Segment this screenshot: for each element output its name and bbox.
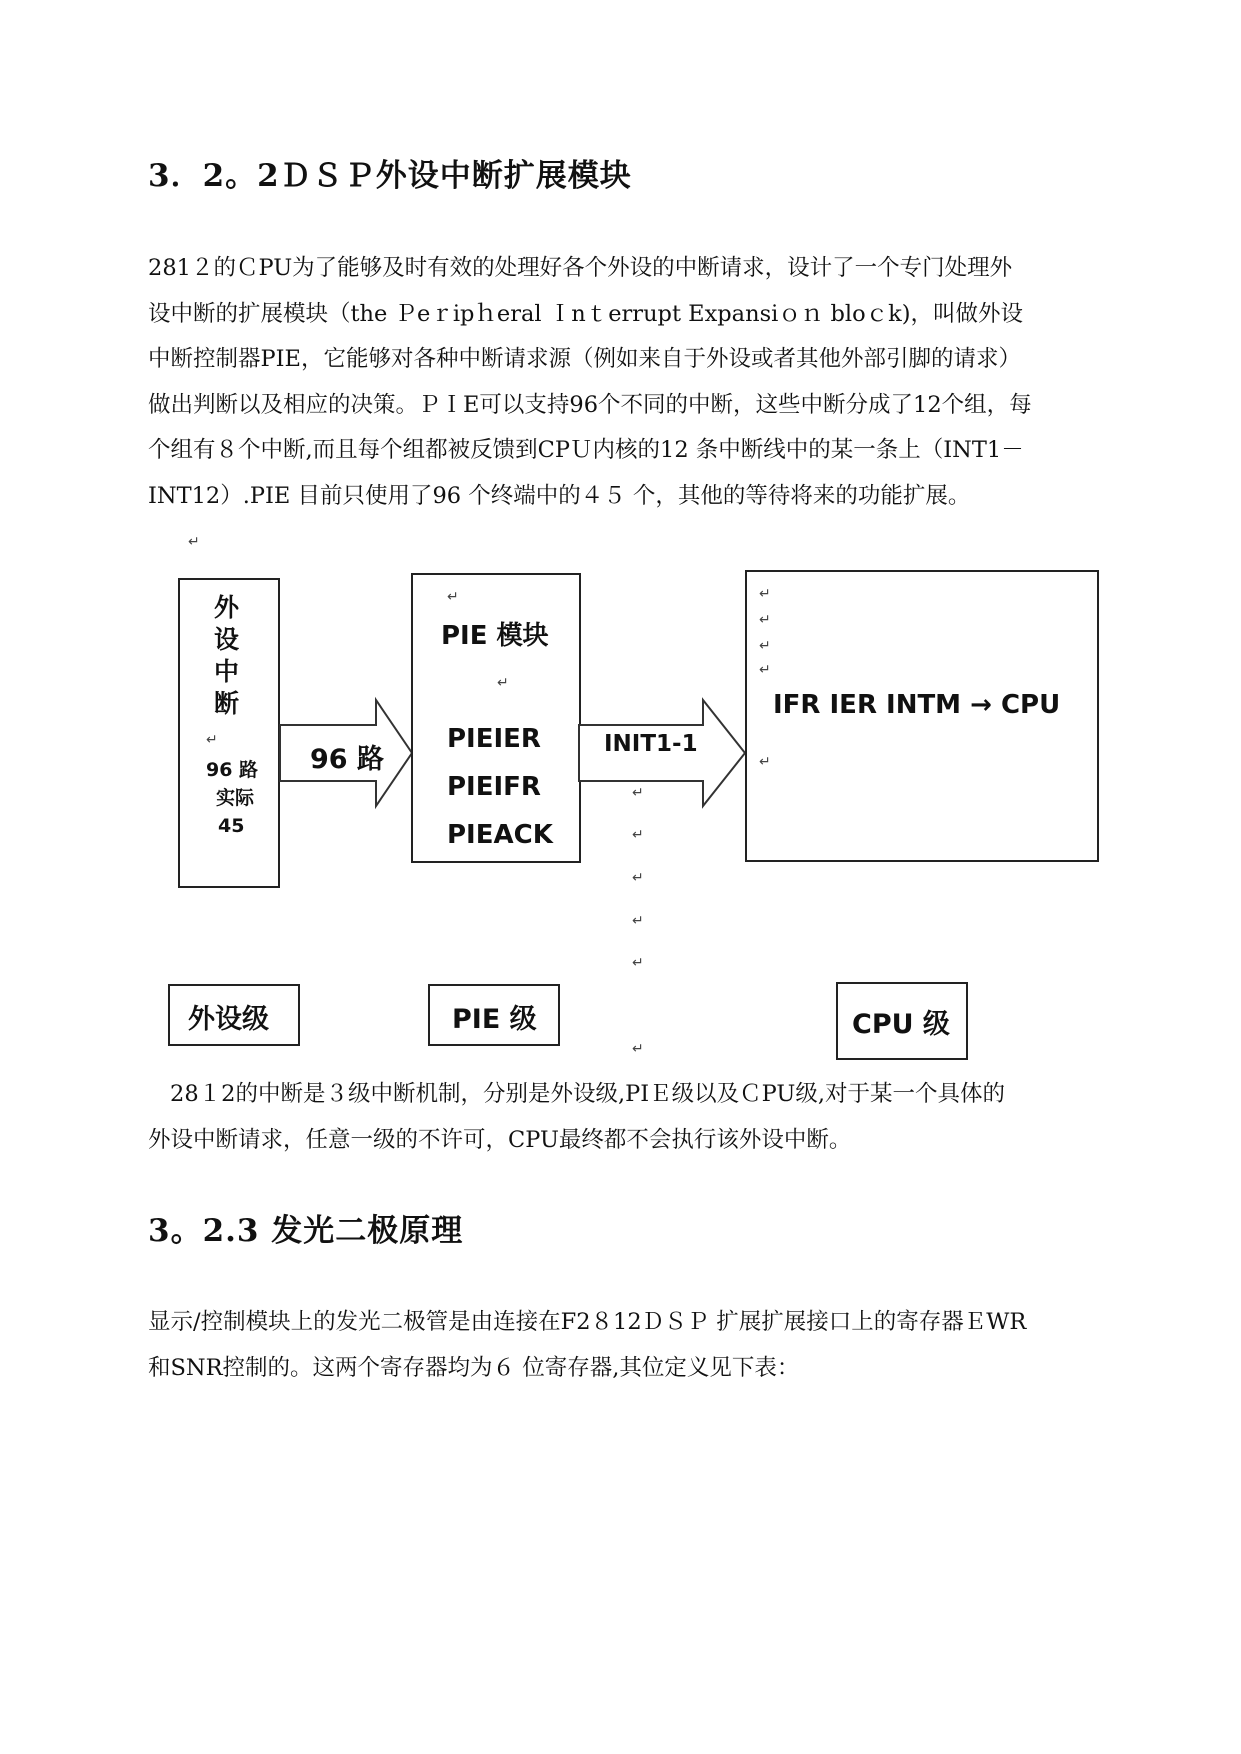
levels-paragraph [148,1072,1098,1163]
return-mark: ↵ [497,675,509,691]
peripheral-char: 断 [214,689,240,718]
paragraph-line: 设中断的扩展模块（the Ｐeｒipｈeral Ｉnｔerrupt Expansiｏｎ bloｃk)，叫做外设 [148,300,1024,327]
return-mark: ↵ [759,638,771,654]
pie-module-box [411,573,581,863]
return-mark: ↵ [632,955,644,971]
return-mark: ↵ [632,785,644,801]
peripheral-actual-label: 实际 [216,787,255,809]
arrow-init-label: INIT1-1 [604,731,698,757]
paragraph-line: 做出判断以及相应的决策。ＰＩE可以支持96个不同的中断，这些中断分成了12个组，每 [148,391,1032,418]
level-label-pie: PIE 级 [452,1004,537,1035]
cpu-registers-label: IFR IER INTM → CPU [773,690,1061,720]
return-mark: ↵ [759,754,771,770]
level-label-peripheral: 外设级 [188,1004,269,1035]
level-box-cpu [836,982,968,1060]
return-mark: ↵ [188,534,200,550]
paragraph-line: 中断控制器PIE，它能够对各种中断请求源（例如来自于外设或者其他外部引脚的请求） [148,346,1021,372]
pie-module-title: PIE 模块 [441,621,549,651]
return-mark: ↵ [632,913,644,929]
level-label-cpu: CPU 级 [852,1009,950,1040]
level-box-pie [428,984,560,1046]
paragraph-line: 外设中断请求，任意一级的不许可，CPU最终都不会执行该外设中断。 [148,1126,852,1153]
peripheral-char: 设 [214,625,240,654]
paragraph-line: 281２的ＣPU为了能够及时有效的处理好各个外设的中断请求，设计了一个专门处理外 [148,255,1013,281]
return-mark: ↵ [206,732,218,748]
pie-register-ier: PIEIER [447,724,541,754]
level-box-peripheral [168,984,300,1046]
paragraph-line: INT12）.PIE 目前只使用了96 个终端中的４５ 个，其他的等待将来的功能扩展。 [148,482,971,509]
pie-register-ack: PIEACK [447,820,553,850]
return-mark: ↵ [632,870,644,886]
return-mark: ↵ [759,612,771,628]
paragraph-line: 个组有８个中断,而且每个组都被反馈到CPＵ内核的12 条中断线中的某一条上（INT1－ [148,437,1024,463]
arrow-96-label: 96 路 [310,744,384,775]
paragraph-line: 显示/控制模块上的发光二极管是由连接在F2８12ＤＳＰ 扩展扩展接口上的寄存器ＥWR [148,1309,1027,1335]
return-mark: ↵ [632,1041,644,1057]
intro-paragraph [148,246,1098,519]
paragraph-line: 28１2的中断是３级中断机制，分别是外设级,PIＥ级以及ＣPU级,对于某一个具体的 [170,1081,1005,1107]
cpu-box [745,570,1099,862]
section-heading-3-2-2: 3．2。2ＤＳＰ外设中断扩展模块 [148,158,632,194]
peripheral-char: 外 [214,593,240,622]
return-mark: ↵ [759,662,771,678]
pie-register-ifr: PIEIFR [447,772,541,802]
return-mark: ↵ [447,589,459,605]
return-mark: ↵ [632,827,644,843]
peripheral-count-label: 96 路 [206,759,259,781]
peripheral-actual-count: 45 [218,815,245,837]
paragraph-line: 和SNR控制的。这两个寄存器均为６ 位寄存器,其位定义见下表： [148,1354,800,1381]
return-mark: ↵ [759,586,771,602]
section-heading-3-2-3: 3。2.3 发光二极原理 [148,1213,464,1249]
peripheral-char: 中 [214,657,240,686]
peripheral-interrupt-box [178,578,280,888]
led-paragraph [148,1300,1098,1391]
